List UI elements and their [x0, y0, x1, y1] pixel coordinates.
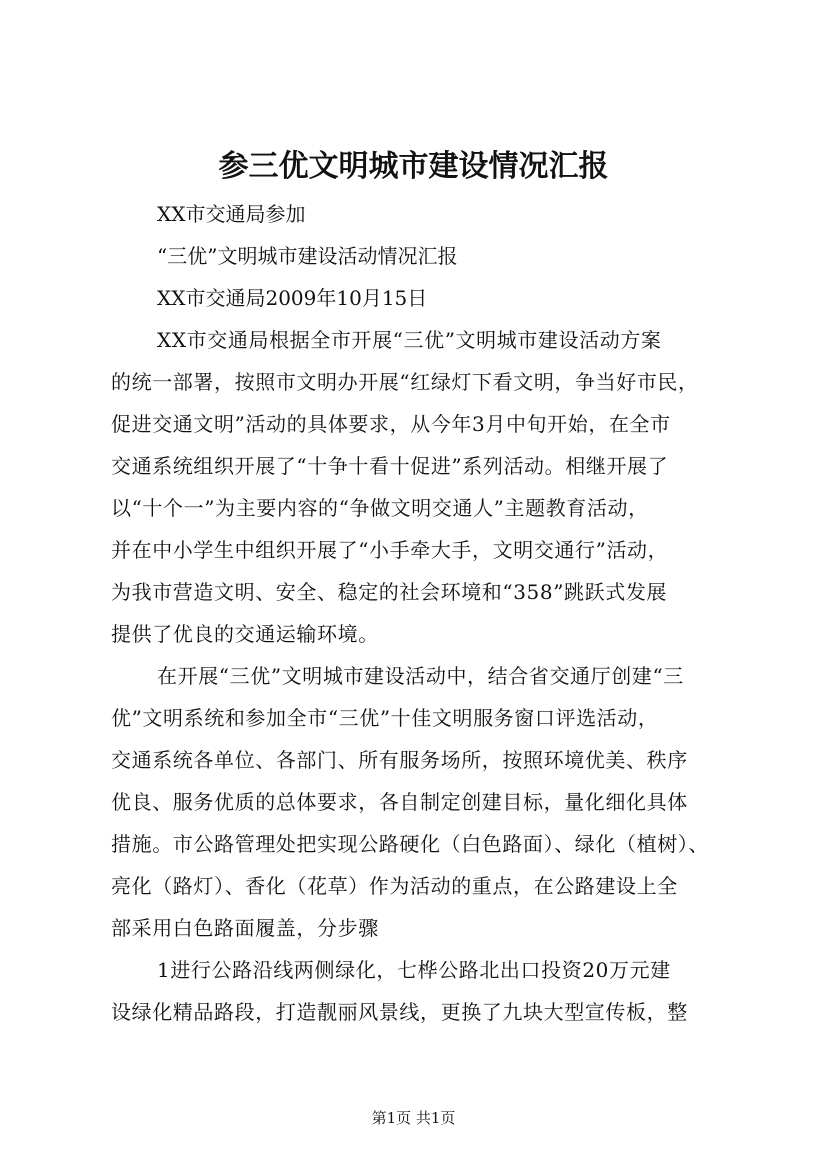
paragraph-2-line: 优”文明系统和参加全市“三优”十佳文明服务窗口评选活动， — [111, 706, 659, 730]
paragraph-1-line: XX市交通局根据全市开展“三优”文明城市建设活动方案 — [157, 328, 662, 352]
paragraph-1-line: 提供了优良的交通运输环境。 — [111, 622, 379, 646]
issuing-organization: XX市交通局参加 — [157, 202, 306, 226]
paragraph-2-line: 措施。市公路管理处把实现公路硬化（白色路面）、绿化（植树）、 — [111, 832, 709, 856]
paragraph-2-line: 部采用白色路面履盖，分步骤 — [111, 916, 379, 940]
paragraph-1-line: 以“十个一”为主要内容的“争做文明交通人”主题教育活动， — [111, 496, 649, 520]
paragraph-3-line: 设绿化精品路段，打造靓丽风景线，更换了九块大型宣传板，整 — [111, 1000, 688, 1024]
paragraph-2-line: 亮化（路灯）、香化（花草）作为活动的重点，在公路建设上全 — [111, 874, 678, 898]
report-date: XX市交通局2009年10月15日 — [157, 286, 428, 310]
paragraph-3-line: 1进行公路沿线两侧绿化，七桦公路北出口投资20万元建 — [157, 958, 671, 982]
page-number-footer: 第1页 共1页 — [371, 1109, 456, 1127]
paragraph-1-line: 为我市营造文明、安全、稳定的社会环境和“358”跳跃式发展 — [111, 580, 668, 604]
paragraph-2-line: 交通系统各单位、各部门、所有服务场所，按照环境优美、秩序 — [111, 748, 688, 772]
paragraph-1-line: 并在中小学生中组织开展了“小手牵大手，文明交通行”活动， — [111, 538, 669, 562]
paragraph-2-line: 在开展“三优”文明城市建设活动中，结合省交通厅创建“三 — [157, 664, 684, 688]
document-title: 参三优文明城市建设情况汇报 — [218, 149, 609, 184]
paragraph-1-line: 促进交通文明”活动的具体要求，从今年3月中旬开始，在全市 — [111, 412, 671, 436]
paragraph-1-line: 交通系统组织开展了“十争十看十促进”系列活动。相继开展了 — [111, 454, 669, 478]
paragraph-2-line: 优良、服务优质的总体要求，各自制定创建目标，量化细化具体 — [111, 790, 688, 814]
paragraph-1-line: 的统一部署，按照市文明办开展“红绿灯下看文明，争当好市民， — [111, 370, 699, 394]
report-subject: “三优”文明城市建设活动情况汇报 — [157, 244, 458, 268]
